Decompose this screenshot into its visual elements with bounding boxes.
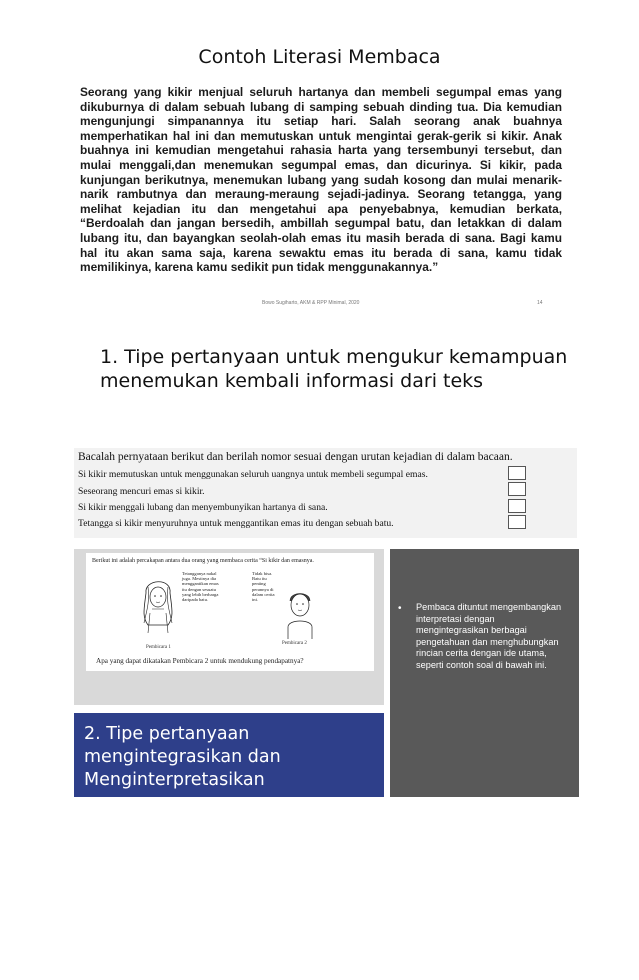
explanation-panel	[390, 549, 579, 797]
speaker-2-illustration	[282, 587, 318, 639]
question-instruction: Bacalah pernyataan berikut dan berilah nomor sesuai dengan urutan kejadian di dalam bacaan.	[78, 451, 513, 463]
question-1-panel	[74, 448, 577, 538]
answer-box[interactable]	[508, 515, 526, 529]
speaker-1-label: Pembicara 1	[146, 645, 171, 650]
answer-box[interactable]	[508, 482, 526, 496]
answer-box[interactable]	[508, 499, 526, 513]
speaker-2-label: Pembicara 2	[282, 641, 307, 646]
question-statement: Si kikir memutuskan untuk menggunakan seluruh uangnya untuk membeli segumpal emas.	[78, 469, 428, 480]
conversation-figure-panel	[74, 549, 384, 705]
section-heading-2: 2. Tipe pertanyaan mengintegrasikan dan Menginterpretasikan	[84, 724, 281, 790]
question-statement: Seseorang mencuri emas si kikir.	[78, 486, 205, 497]
explanation-text: Pembaca dituntut mengembangkan interpretasi dengan mengintegrasikan berbagai pengetahuan dan menghubungkan rincian cerita dengan ide utama, seperti contoh soal di bawah ini.	[416, 602, 562, 670]
section-heading-2-panel	[74, 713, 384, 797]
question-statement: Si kikir menggali lubang dan menyembunyikan hartanya di sana.	[78, 502, 328, 513]
speaker-1-illustration	[138, 573, 178, 635]
speaker-2-bubble: Tidak bisa. Batu itu penting perannya di dalam cerita ini.	[252, 571, 275, 603]
figure-question: Apa yang dapat dikatakan Pembicara 2 untuk mendukung pendapatnya?	[96, 657, 304, 665]
figure-caption: Berikut ini adalah percakapan antara dua orang yang membaca cerita “Si kikir dan emasnya.	[92, 558, 314, 564]
story-paragraph: Seorang yang kikir menjual seluruh hartanya dan membeli segumpal emas yang dikuburnya di dalam sebuah lubang di samping sebuah dinding tua. Dia kemudian mengunjungi simpanannya itu setiap hari. Salah seorang anak buahnya memperhatikan hal ini dan memutuskan untuk mengintai gerak-gerik si kikir. Anak buahnya ini kemudian mengetahui rahasia harta yang tersembunyi tersebut, dan mulai menggali,dan menemukan segumpal emas, dan dicurinya. Si kikir, pada kunjungan berikutnya, menemukan lubang yang sudah kosong dan mulai menarik-narik rambutnya dan meraung-meraung sejadi-jadinya. Seorang tetangga, yang melihat kejadian itu dan mengetahui apa penyebabnya, kemudian berkata, “Berdoalah dan jangan bersedih, ambillah segumpal batu, dan letakkan di dalam lubang itu, dan bayangkan seolah-olah emas itu masih berada di sana. Bagi kamu hal itu akan sama saja, karena sewaktu emas itu berada di sana, kamu tidak memilikinya, karena kamu sedikit pun tidak menggunakannya.”	[80, 85, 562, 275]
slide-page-number: 14	[537, 300, 543, 306]
slide-footer-source: Bowo Sugiharto, AKM & RPP Minimal, 2020	[262, 300, 360, 306]
question-statement: Tetangga si kikir menyuruhnya untuk menggantikan emas itu dengan sebuah batu.	[78, 518, 394, 529]
speaker-1-bubble: Tetangganya nakal juga. Mestinya dia menggantikan emas itu dengan sesuatu yang lebih berharga daripada batu.	[182, 571, 219, 603]
conversation-figure	[86, 553, 374, 671]
answer-box[interactable]	[508, 466, 526, 480]
section-heading-1: 1. Tipe pertanyaan untuk mengukur kemampuan menemukan kembali informasi dari teks	[100, 346, 568, 392]
bullet-icon: •	[398, 603, 402, 614]
page-title: Contoh Literasi Membaca	[198, 46, 441, 68]
